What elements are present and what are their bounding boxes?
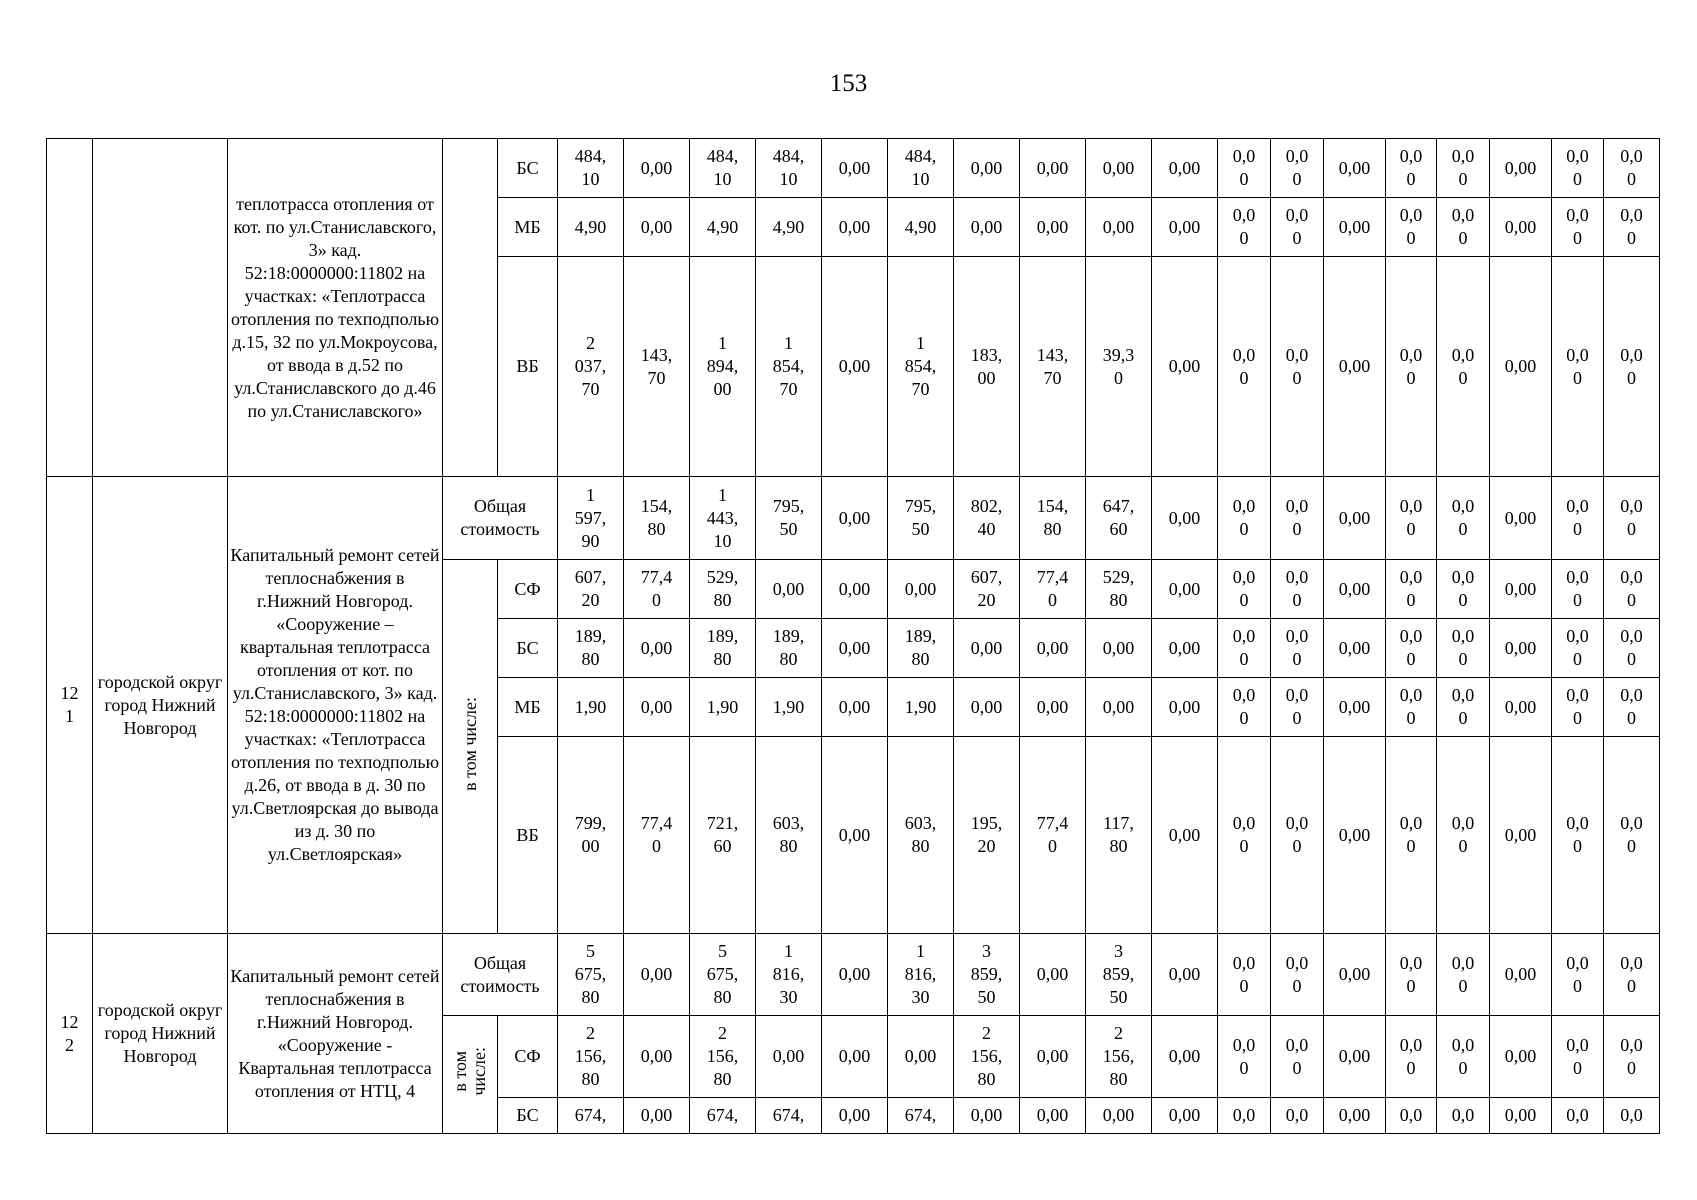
value-cell: 607, 20 <box>954 560 1020 619</box>
value-cell: 0,00 <box>756 1016 822 1098</box>
value-cell: 0,00 <box>822 477 888 560</box>
value-cell: 674, <box>756 1098 822 1134</box>
value-cell: 0,0 0 <box>1218 678 1271 737</box>
funding-source: БС <box>498 619 558 678</box>
value-cell: 0,0 0 <box>1437 619 1490 678</box>
value-cell: 0,00 <box>624 934 690 1016</box>
value-cell: 3 859, 50 <box>1086 934 1152 1016</box>
value-cell: 0,00 <box>1490 678 1552 737</box>
value-cell: 0,0 0 <box>1271 257 1324 477</box>
value-cell: 0,00 <box>822 198 888 257</box>
value-cell: 0,00 <box>624 1016 690 1098</box>
value-cell: 0,0 0 <box>1386 1016 1437 1098</box>
value-cell: 0,00 <box>1490 619 1552 678</box>
value-cell: 77,4 0 <box>624 737 690 934</box>
value-cell: 0,0 0 <box>1604 737 1660 934</box>
value-cell: 529, 80 <box>690 560 756 619</box>
value-cell: 0,00 <box>1324 139 1386 198</box>
value-cell: 0,0 0 <box>1437 1016 1490 1098</box>
value-cell: 0,00 <box>1152 198 1218 257</box>
value-cell: 0,0 0 <box>1271 198 1324 257</box>
value-cell: 0,00 <box>954 198 1020 257</box>
value-cell: 0,00 <box>1086 139 1152 198</box>
value-cell: 0,00 <box>1152 560 1218 619</box>
value-cell: 0,0 0 <box>1437 737 1490 934</box>
value-cell: 0,00 <box>1490 477 1552 560</box>
page-number: 153 <box>829 70 868 97</box>
value-cell: 0,00 <box>822 1016 888 1098</box>
value-cell: 1 854, 70 <box>756 257 822 477</box>
value-cell: 603, 80 <box>756 737 822 934</box>
value-cell: 0,0 0 <box>1271 1016 1324 1098</box>
value-cell: 0,0 0 <box>1271 934 1324 1016</box>
funding-source: МБ <box>498 678 558 737</box>
value-cell: 0,00 <box>1152 257 1218 477</box>
value-cell: 0,00 <box>822 257 888 477</box>
value-cell: 3 859, 50 <box>954 934 1020 1016</box>
value-cell: 484, 10 <box>888 139 954 198</box>
value-cell: 802, 40 <box>954 477 1020 560</box>
value-cell: 1 443, 10 <box>690 477 756 560</box>
value-cell: 4,90 <box>756 198 822 257</box>
value-cell: 0,0 0 <box>1271 560 1324 619</box>
value-cell: 0,00 <box>1324 1098 1386 1134</box>
value-cell: 0,00 <box>954 1098 1020 1134</box>
value-cell: 1,90 <box>558 678 624 737</box>
value-cell: 0,00 <box>1020 139 1086 198</box>
value-cell: 0,00 <box>1324 198 1386 257</box>
value-cell: 0,0 <box>1604 1098 1660 1134</box>
value-cell: 0,0 0 <box>1552 139 1604 198</box>
value-cell: 2 037, 70 <box>558 257 624 477</box>
table-row <box>47 934 1660 1016</box>
value-cell: 647, 60 <box>1086 477 1152 560</box>
value-cell: 0,0 0 <box>1386 934 1437 1016</box>
value-cell: 0,0 0 <box>1604 934 1660 1016</box>
value-cell: 2 156, 80 <box>558 1016 624 1098</box>
value-cell: 5 675, 80 <box>558 934 624 1016</box>
value-cell: 189, 80 <box>888 619 954 678</box>
value-cell: 0,00 <box>1152 678 1218 737</box>
value-cell: 0,0 0 <box>1552 1016 1604 1098</box>
value-cell: 2 156, 80 <box>690 1016 756 1098</box>
item-number: 12 1 <box>47 477 93 934</box>
value-cell: 0,0 0 <box>1218 139 1271 198</box>
value-cell: 0,00 <box>954 139 1020 198</box>
value-cell: 0,00 <box>822 619 888 678</box>
value-cell: 0,00 <box>1490 1016 1552 1098</box>
value-cell: 0,0 0 <box>1437 198 1490 257</box>
value-cell: 1 597, 90 <box>558 477 624 560</box>
value-cell: 799, 00 <box>558 737 624 934</box>
value-cell: 0,00 <box>822 934 888 1016</box>
value-cell: 0,0 0 <box>1604 477 1660 560</box>
value-cell: 0,00 <box>1490 1098 1552 1134</box>
group-label-empty <box>443 139 498 477</box>
value-cell: 0,00 <box>822 560 888 619</box>
value-cell: 0,00 <box>1490 737 1552 934</box>
value-cell: 0,0 0 <box>1604 678 1660 737</box>
value-cell: 0,0 0 <box>1604 139 1660 198</box>
value-cell: 0,00 <box>1020 1016 1086 1098</box>
value-cell: 189, 80 <box>756 619 822 678</box>
value-cell: 0,0 0 <box>1218 257 1271 477</box>
value-cell: 0,00 <box>1324 560 1386 619</box>
budget-table <box>46 138 1660 1134</box>
value-cell: 0,00 <box>624 619 690 678</box>
value-cell: 39,3 0 <box>1086 257 1152 477</box>
value-cell: 0,00 <box>624 139 690 198</box>
value-cell: 2 156, 80 <box>954 1016 1020 1098</box>
value-cell: 0,0 0 <box>1552 560 1604 619</box>
municipality: городской округ город Нижний Новгород <box>93 934 228 1134</box>
value-cell: 0,0 0 <box>1386 198 1437 257</box>
value-cell: 0,00 <box>1490 560 1552 619</box>
value-cell: 4,90 <box>690 198 756 257</box>
value-cell: 0,00 <box>756 560 822 619</box>
value-cell: 0,00 <box>1152 934 1218 1016</box>
value-cell: 0,00 <box>624 1098 690 1134</box>
item-description: Капитальный ремонт сетей теплоснабжения в г.Нижний Новгород. «Сооружение – квартальная теплотрасса отопления от кот. по ул.Станиславского, 3» кад. 52:18:0000000:11802 на участках: «Теплотрасса отопления по техподполью д.26, от ввода в д. 30 по ул.Светлоярская до вывода из д. 30 по ул.Светлоярская» <box>228 477 443 934</box>
value-cell: 0,0 0 <box>1437 678 1490 737</box>
municipality: городской округ город Нижний Новгород <box>93 477 228 934</box>
value-cell: 0,0 0 <box>1271 737 1324 934</box>
value-cell: 0,00 <box>1490 139 1552 198</box>
value-cell: 0,0 0 <box>1437 934 1490 1016</box>
value-cell: 0,0 0 <box>1386 139 1437 198</box>
item-number <box>47 139 93 477</box>
value-cell: 0,0 0 <box>1552 934 1604 1016</box>
value-cell: 484, 10 <box>690 139 756 198</box>
value-cell: 77,4 0 <box>1020 560 1086 619</box>
value-cell: 795, 50 <box>888 477 954 560</box>
value-cell: 0,00 <box>1490 257 1552 477</box>
total-cost-label: Общая стоимость <box>443 477 558 560</box>
including-label <box>443 1016 498 1134</box>
value-cell: 0,00 <box>1020 619 1086 678</box>
value-cell: 1 854, 70 <box>888 257 954 477</box>
value-cell: 607, 20 <box>558 560 624 619</box>
value-cell: 0,0 <box>1552 1098 1604 1134</box>
value-cell: 0,00 <box>1490 198 1552 257</box>
funding-source: СФ <box>498 560 558 619</box>
value-cell: 0,00 <box>1152 477 1218 560</box>
value-cell: 143, 70 <box>624 257 690 477</box>
value-cell: 484, 10 <box>558 139 624 198</box>
value-cell: 0,0 0 <box>1271 619 1324 678</box>
value-cell: 0,0 0 <box>1437 560 1490 619</box>
item-description: Капитальный ремонт сетей теплоснабжения в г.Нижний Новгород. «Сооружение - Квартальная теплотрасса отопления от НТЦ, 4 <box>228 934 443 1134</box>
value-cell: 0,0 0 <box>1552 737 1604 934</box>
value-cell: 0,0 0 <box>1271 678 1324 737</box>
including-label <box>443 560 498 934</box>
value-cell: 0,0 0 <box>1218 560 1271 619</box>
value-cell: 0,00 <box>624 198 690 257</box>
including-label-text: в том числе: <box>450 1047 489 1096</box>
item-description: теплотрасса отопления от кот. по ул.Станиславского, 3» кад. 52:18:0000000:11802 на участках: «Теплотрасса отопления по техподполью д.15, 32 по ул.Мокроусова, от ввода в д.52 по ул.Станиславского до д.46 по ул.Станиславского» <box>228 139 443 477</box>
value-cell: 0,00 <box>888 1016 954 1098</box>
value-cell: 0,0 0 <box>1271 139 1324 198</box>
value-cell: 603, 80 <box>888 737 954 934</box>
value-cell: 0,00 <box>1020 1098 1086 1134</box>
value-cell: 0,0 <box>1437 1098 1490 1134</box>
value-cell: 0,00 <box>954 619 1020 678</box>
value-cell: 0,0 0 <box>1604 1016 1660 1098</box>
value-cell: 0,00 <box>822 678 888 737</box>
value-cell: 0,00 <box>1086 619 1152 678</box>
value-cell: 0,0 0 <box>1552 619 1604 678</box>
value-cell: 77,4 0 <box>1020 737 1086 934</box>
value-cell: 674, <box>690 1098 756 1134</box>
value-cell: 0,00 <box>624 678 690 737</box>
value-cell: 0,00 <box>1152 619 1218 678</box>
value-cell: 154, 80 <box>1020 477 1086 560</box>
item-number: 12 2 <box>47 934 93 1134</box>
value-cell: 2 156, 80 <box>1086 1016 1152 1098</box>
value-cell: 1 816, 30 <box>756 934 822 1016</box>
value-cell: 0,0 0 <box>1604 560 1660 619</box>
value-cell: 0,00 <box>1020 198 1086 257</box>
value-cell: 0,00 <box>1152 1098 1218 1134</box>
value-cell: 0,00 <box>1086 1098 1152 1134</box>
value-cell: 189, 80 <box>690 619 756 678</box>
value-cell: 0,0 0 <box>1386 257 1437 477</box>
value-cell: 795, 50 <box>756 477 822 560</box>
value-cell: 0,00 <box>888 560 954 619</box>
value-cell: 0,0 0 <box>1386 737 1437 934</box>
value-cell: 1,90 <box>756 678 822 737</box>
value-cell: 117, 80 <box>1086 737 1152 934</box>
funding-source: БС <box>498 1098 558 1134</box>
value-cell: 0,0 0 <box>1604 257 1660 477</box>
funding-source: БС <box>498 139 558 198</box>
value-cell: 5 675, 80 <box>690 934 756 1016</box>
including-label-text: в том числе: <box>459 696 480 791</box>
value-cell: 154, 80 <box>624 477 690 560</box>
value-cell: 0,0 0 <box>1271 477 1324 560</box>
value-cell: 1 894, 00 <box>690 257 756 477</box>
funding-source: ВБ <box>498 257 558 477</box>
value-cell: 77,4 0 <box>624 560 690 619</box>
value-cell: 0,0 0 <box>1437 477 1490 560</box>
value-cell: 0,00 <box>1086 198 1152 257</box>
value-cell: 0,00 <box>1152 1016 1218 1098</box>
value-cell: 143, 70 <box>1020 257 1086 477</box>
value-cell: 0,0 0 <box>1552 678 1604 737</box>
value-cell: 674, <box>888 1098 954 1134</box>
value-cell: 0,0 0 <box>1552 477 1604 560</box>
value-cell: 674, <box>558 1098 624 1134</box>
value-cell: 1 816, 30 <box>888 934 954 1016</box>
value-cell: 0,0 0 <box>1218 1016 1271 1098</box>
value-cell: 195, 20 <box>954 737 1020 934</box>
value-cell: 4,90 <box>558 198 624 257</box>
value-cell: 0,0 0 <box>1552 198 1604 257</box>
value-cell: 0,00 <box>1324 678 1386 737</box>
value-cell: 0,00 <box>1152 737 1218 934</box>
value-cell: 529, 80 <box>1086 560 1152 619</box>
value-cell: 189, 80 <box>558 619 624 678</box>
value-cell: 0,0 0 <box>1386 560 1437 619</box>
value-cell: 0,00 <box>1490 934 1552 1016</box>
value-cell: 0,0 0 <box>1386 619 1437 678</box>
value-cell: 0,0 0 <box>1386 678 1437 737</box>
value-cell: 0,00 <box>1324 1016 1386 1098</box>
value-cell: 0,0 <box>1386 1098 1437 1134</box>
funding-source: СФ <box>498 1016 558 1098</box>
value-cell: 0,00 <box>1324 477 1386 560</box>
value-cell: 0,0 0 <box>1437 257 1490 477</box>
value-cell: 4,90 <box>888 198 954 257</box>
value-cell: 0,0 0 <box>1437 139 1490 198</box>
value-cell: 0,00 <box>1324 934 1386 1016</box>
table-row <box>47 139 1660 198</box>
value-cell: 1,90 <box>690 678 756 737</box>
value-cell: 1,90 <box>888 678 954 737</box>
value-cell: 0,0 0 <box>1218 619 1271 678</box>
value-cell: 0,00 <box>822 737 888 934</box>
table-row <box>47 477 1660 560</box>
value-cell: 0,00 <box>954 678 1020 737</box>
value-cell: 0,0 0 <box>1218 737 1271 934</box>
value-cell: 0,0 0 <box>1386 477 1437 560</box>
value-cell: 721, 60 <box>690 737 756 934</box>
value-cell: 0,00 <box>822 1098 888 1134</box>
value-cell: 0,00 <box>1324 619 1386 678</box>
funding-source: ВБ <box>498 737 558 934</box>
value-cell: 0,0 0 <box>1218 198 1271 257</box>
value-cell: 0,00 <box>1086 678 1152 737</box>
value-cell: 0,0 <box>1218 1098 1271 1134</box>
value-cell: 0,00 <box>1020 678 1086 737</box>
value-cell: 0,00 <box>1020 934 1086 1016</box>
value-cell: 0,0 0 <box>1552 257 1604 477</box>
value-cell: 0,0 0 <box>1218 477 1271 560</box>
value-cell: 0,0 0 <box>1604 198 1660 257</box>
funding-source: МБ <box>498 198 558 257</box>
value-cell: 0,00 <box>1324 257 1386 477</box>
total-cost-label: Общая стоимость <box>443 934 558 1016</box>
value-cell: 0,00 <box>1324 737 1386 934</box>
value-cell: 0,0 <box>1271 1098 1324 1134</box>
value-cell: 183, 00 <box>954 257 1020 477</box>
value-cell: 0,0 0 <box>1218 934 1271 1016</box>
municipality <box>93 139 228 477</box>
value-cell: 0,0 0 <box>1604 619 1660 678</box>
value-cell: 0,00 <box>1152 139 1218 198</box>
value-cell: 484, 10 <box>756 139 822 198</box>
value-cell: 0,00 <box>822 139 888 198</box>
